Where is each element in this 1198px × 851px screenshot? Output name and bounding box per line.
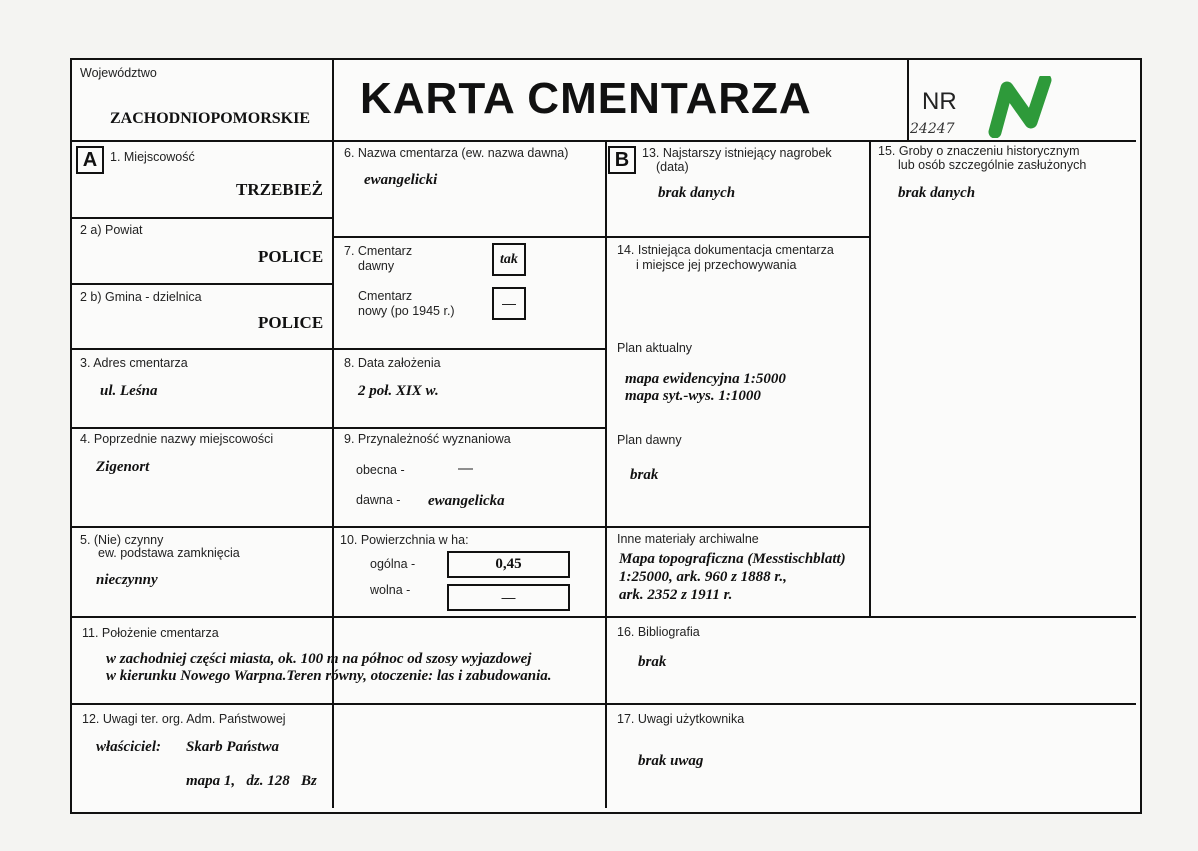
f2b-label: 2 b) Gmina - dzielnica xyxy=(80,290,202,304)
f9-current-label: obecna - xyxy=(356,463,405,477)
divider xyxy=(605,236,869,238)
f3-value: ul. Leśna xyxy=(100,383,158,399)
f10-free-box xyxy=(447,584,570,611)
f9-label: 9. Przynależność wyznaniowa xyxy=(344,432,511,446)
f1-value: TRZEBIEŻ xyxy=(236,180,323,199)
f7-new-box xyxy=(492,287,526,320)
f2b-value: POLICE xyxy=(258,313,324,332)
f14-plan-current-label: Plan aktualny xyxy=(617,341,693,355)
divider xyxy=(605,140,607,808)
f4-label: 4. Poprzednie nazwy miejscowości xyxy=(80,432,274,446)
f9-current-value: — xyxy=(458,460,473,477)
nr-handwritten: 24247 xyxy=(910,121,955,137)
f2a-label: 2 a) Powiat xyxy=(80,223,143,237)
f14-plan-old-value: brak xyxy=(630,467,659,483)
f15-label-2: lub osób szczególnie zasłużonych xyxy=(898,158,1087,172)
f7-label-1: 7. Cmentarz xyxy=(344,244,413,258)
section-a-badge: A xyxy=(76,146,104,174)
f11-line-2: w kierunku Nowego Warpna.Teren równy, otoczenie: las i zabudowania. xyxy=(106,668,552,684)
f10-free-value: — xyxy=(501,589,516,605)
f13-value: brak danych xyxy=(658,185,736,201)
f1-label: 1. Miejscowość xyxy=(110,150,195,164)
f10-label: 10. Powierzchnia w ha: xyxy=(340,533,469,547)
f12-map-ref: mapa 1, dz. 128 Bz xyxy=(186,773,317,789)
f11-label: 11. Położenie cmentarza xyxy=(82,626,219,640)
f10-total-label: ogólna - xyxy=(370,557,416,571)
divider xyxy=(72,616,1136,618)
voivodeship-value: ZACHODNIOPOMORSKIE xyxy=(110,110,311,127)
page-title: KARTA CMENTARZA xyxy=(360,74,812,123)
f14-label-2: i miejsce jej przechowywania xyxy=(636,258,797,272)
f2a-value: POLICE xyxy=(258,247,324,266)
divider xyxy=(332,236,605,238)
divider xyxy=(907,60,909,140)
f11-line-1: w zachodniej części miasta, ok. 100 m na północ od szosy wyjazdowej xyxy=(106,651,532,667)
f14-other-2: 1:25000, ark. 960 z 1888 r., xyxy=(619,569,787,585)
f10-total-value: 0,45 xyxy=(495,556,522,572)
f9-former-value: ewangelicka xyxy=(428,493,505,509)
f14-label-1: 14. Istniejąca dokumentacja cmentarza xyxy=(617,243,834,257)
f14-plan-current-2: mapa syt.-wys. 1:1000 xyxy=(625,388,761,404)
f7-old-value: tak xyxy=(500,252,518,267)
f14-plan-old-label: Plan dawny xyxy=(617,433,682,447)
f10-free-label: wolna - xyxy=(370,583,411,597)
f13-label-1: 13. Najstarszy istniejący nagrobek xyxy=(642,146,832,160)
f10-total-box xyxy=(447,551,570,578)
f9-former-label: dawna - xyxy=(356,493,401,507)
f13-label-2: (data) xyxy=(656,160,689,174)
f8-label: 8. Data założenia xyxy=(344,356,441,370)
f5-label-2: ew. podstawa zamknięcia xyxy=(98,546,240,560)
f3-label: 3. Adres cmentarza xyxy=(80,356,188,370)
f7-label-2: dawny xyxy=(358,259,395,273)
f16-value: brak xyxy=(638,654,667,670)
divider xyxy=(869,140,871,616)
divider xyxy=(72,140,1136,142)
divider xyxy=(72,283,332,285)
f8-value: 2 poł. XIX w. xyxy=(358,383,439,399)
f6-value: ewangelicki xyxy=(364,172,438,188)
f17-value: brak uwag xyxy=(638,753,704,769)
f17-label: 17. Uwagi użytkownika xyxy=(617,712,745,726)
f7-label-3: Cmentarz xyxy=(358,289,413,303)
f5-value: nieczynny xyxy=(96,572,158,588)
f5-label-1: 5. (Nie) czynny xyxy=(80,533,164,547)
divider xyxy=(332,60,334,808)
f4-value: Zigenort xyxy=(96,459,150,475)
f7-new-value: — xyxy=(502,295,516,311)
voivodeship-label: Województwo xyxy=(80,66,157,80)
f14-other-3: ark. 2352 z 1911 r. xyxy=(619,587,733,603)
divider xyxy=(72,348,605,350)
divider xyxy=(72,526,869,528)
nr-label: NR xyxy=(922,88,957,115)
f12-owner-label: właściciel: xyxy=(96,739,161,755)
f15-label-1: 15. Groby o znaczeniu historycznym xyxy=(878,144,1080,158)
f7-label-4: nowy (po 1945 r.) xyxy=(358,304,455,318)
f6-label: 6. Nazwa cmentarza (ew. nazwa dawna) xyxy=(344,146,569,160)
section-b-badge: B xyxy=(608,146,636,174)
f14-other-1: Mapa topograficzna (Messtischblatt) xyxy=(619,551,846,567)
f15-value: brak danych xyxy=(898,185,976,201)
f14-plan-current-1: mapa ewidencyjna 1:5000 xyxy=(625,371,786,387)
cemetery-card xyxy=(70,58,1142,814)
f14-other-label: Inne materiały archiwalne xyxy=(617,532,759,546)
f16-label: 16. Bibliografia xyxy=(617,625,700,639)
f12-label: 12. Uwagi ter. org. Adm. Państwowej xyxy=(82,712,286,726)
divider xyxy=(72,217,332,219)
handwritten-n-mark xyxy=(987,76,1061,138)
divider xyxy=(72,427,605,429)
divider xyxy=(72,703,1136,705)
f12-owner-value: Skarb Państwa xyxy=(186,739,279,755)
f7-old-box xyxy=(492,243,526,276)
